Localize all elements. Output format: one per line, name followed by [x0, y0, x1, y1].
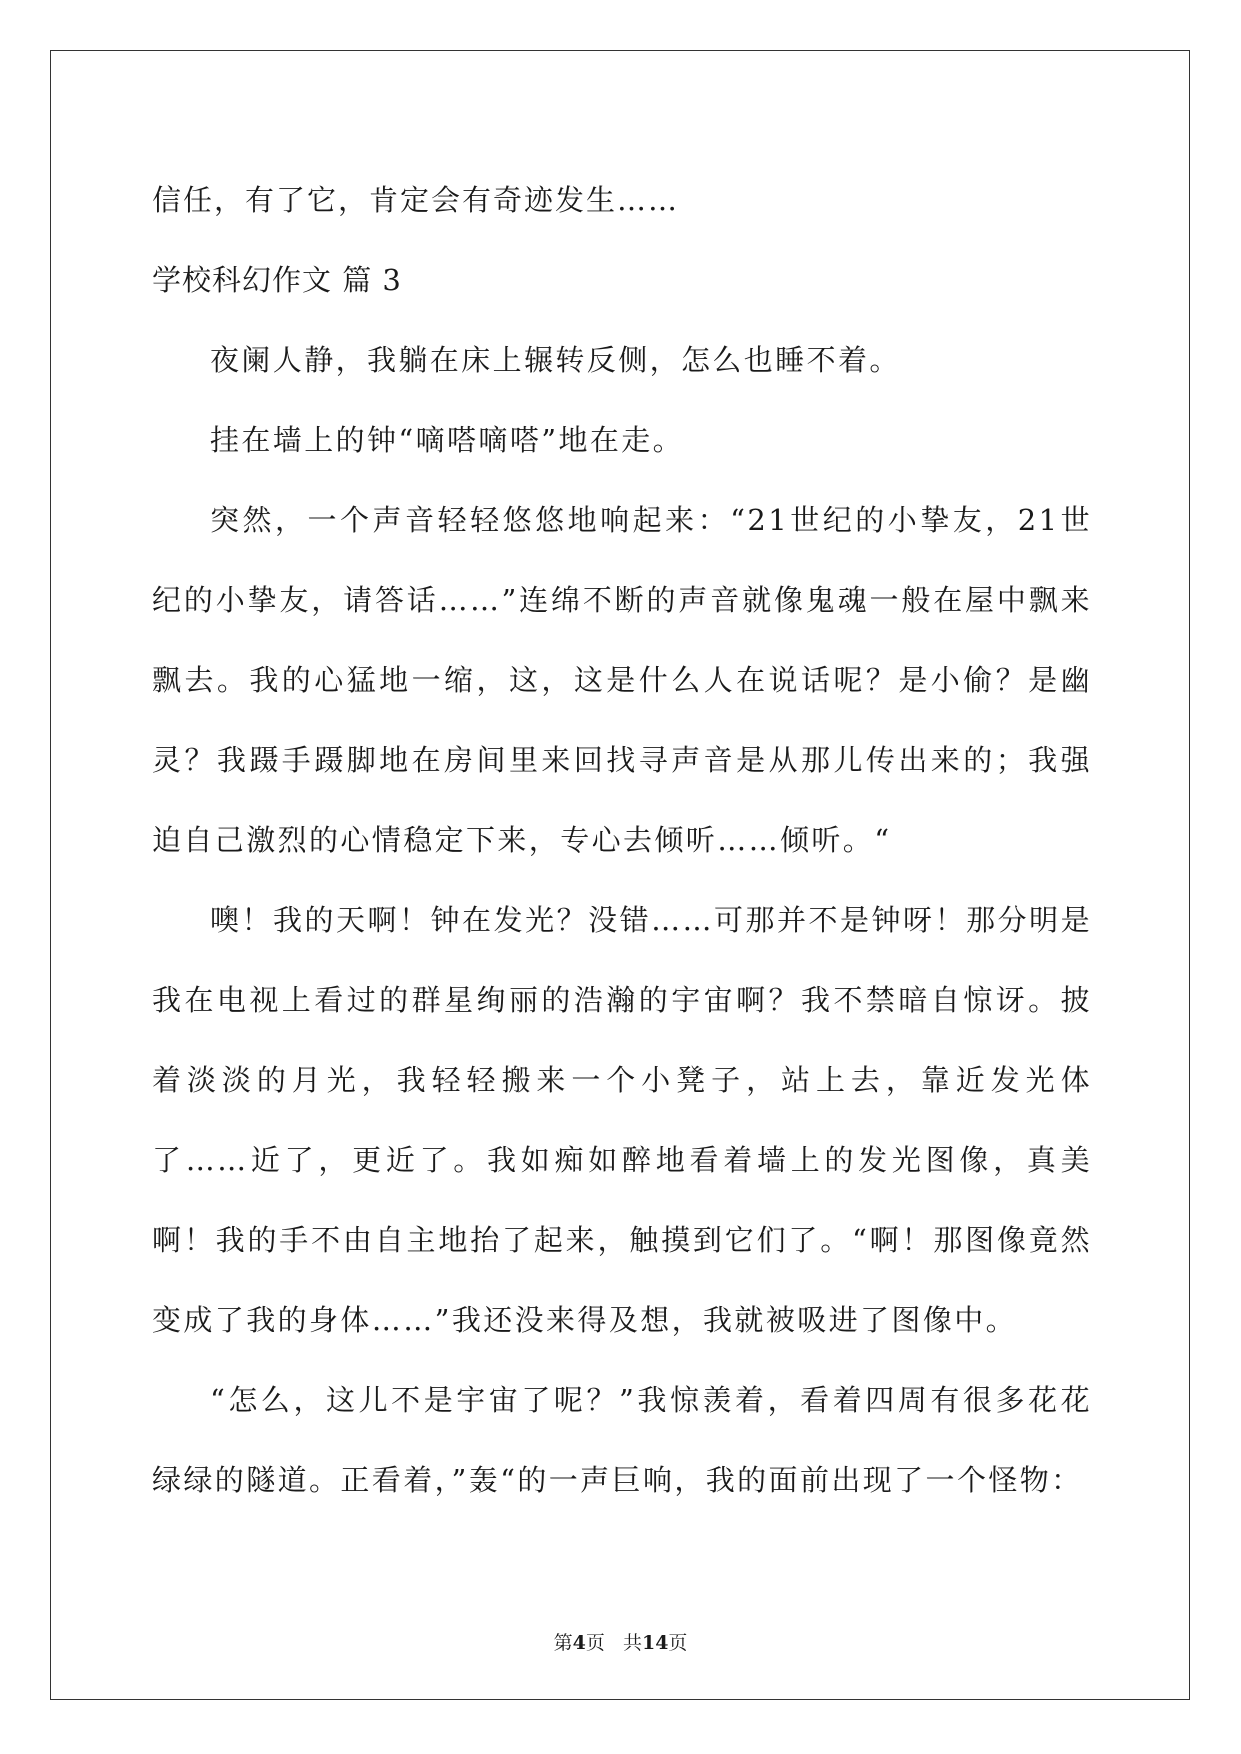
- footer-total-suffix: 页: [668, 1632, 688, 1654]
- page-footer: [0, 1628, 1241, 1655]
- total-pages: 14: [641, 1632, 669, 1654]
- document-body: [152, 160, 1092, 1520]
- paragraph: “怎么，这儿不是宇宙了呢？”我惊羡着，看着四周有很多花花绿绿的隧道。正看着，”轰“的一声巨响，我的面前出现了一个怪物：: [152, 1383, 1092, 1497]
- paragraph: 噢！我的天啊！钟在发光？没错……可那并不是钟呀！那分明是我在电视上看过的群星绚丽的浩瀚的宇宙啊？我不禁暗自惊讶。披着淡淡的月光，我轻轻搬来一个小凳子，站上去，靠近发光体了……近了，更近了。我如痴如醉地看着墙上的发光图像，真美啊！我的手不由自主地抬了起来，触摸到它们了。“啊！那图像竟然变成了我的身体……”我还没来得及想，我就被吸进了图像中。: [152, 903, 1092, 1337]
- page-number: 4: [572, 1632, 586, 1654]
- section-title: 学校科幻作文 篇 3: [152, 263, 402, 297]
- paragraph: 挂在墙上的钟“嘀嗒嘀嗒”地在走。: [210, 423, 685, 457]
- footer-page-suffix: 页: [585, 1632, 605, 1654]
- paragraph: 突然，一个声音轻轻悠悠地响起来：“21世纪的小挚友，21世纪的小挚友，请答话……”连绵不断的声音就像鬼魂一般在屋中飘来飘去。我的心猛地一缩，这，这是什么人在说话呢？是小偷？是幽灵？我蹑手蹑脚地在房间里来回找寻声音是从那儿传出来的；我强迫自己激烈的心情稳定下来，专心去倾听……倾听。“: [152, 503, 1092, 857]
- continuation-line: 信任，有了它，肯定会有奇迹发生……: [152, 183, 680, 217]
- footer-total-prefix: 共: [622, 1632, 642, 1654]
- footer-prefix: 第: [553, 1632, 573, 1654]
- paragraph: 夜阑人静，我躺在床上辗转反侧，怎么也睡不着。: [210, 343, 901, 377]
